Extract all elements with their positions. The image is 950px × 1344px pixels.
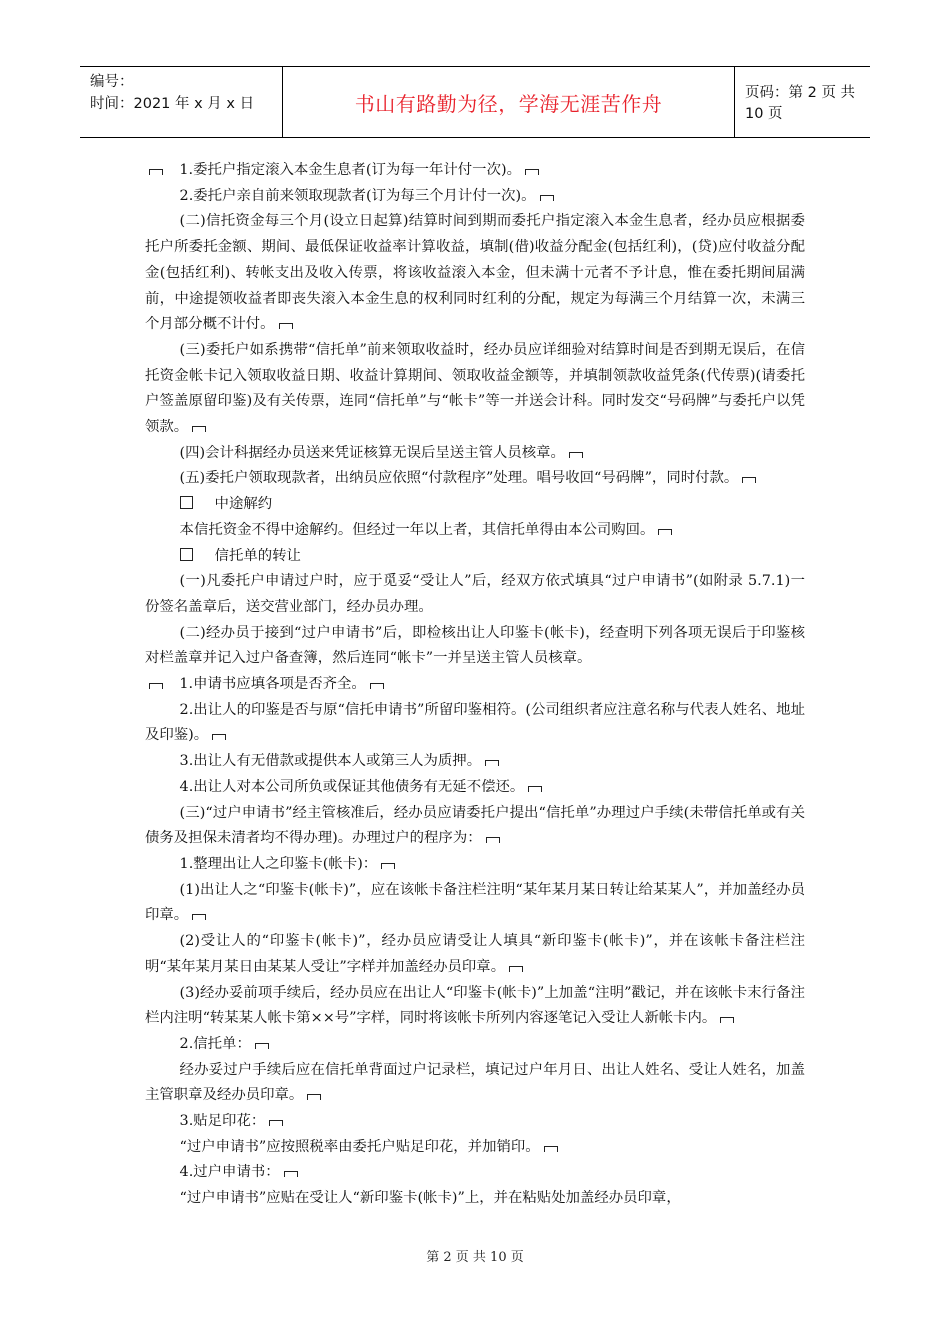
paragraph-mark-icon bbox=[486, 837, 500, 843]
paragraph: (二)经办员于接到“过户申请书”后，即检核出让人印鉴卡(帐卡)，经查明下列各项无误后于印鉴核对栏盖章并记入过户备查簿，然后连同“帐卡”一并呈送主管人员核章。 bbox=[145, 624, 805, 667]
paragraph-mark-icon bbox=[509, 966, 523, 972]
paragraph-mark-icon bbox=[485, 760, 499, 766]
paragraph-mark-icon bbox=[269, 1120, 283, 1126]
paragraph-mark-icon bbox=[370, 683, 384, 689]
paragraph-mark-icon bbox=[528, 786, 542, 792]
paragraph: 本信托资金不得中途解约。但经过一年以上者，其信托单得由本公司购回。 bbox=[145, 518, 805, 544]
paragraph-mark-icon bbox=[149, 683, 163, 689]
header-meta bbox=[80, 67, 283, 137]
checkbox-square-icon bbox=[180, 496, 193, 509]
paragraph-mark-icon bbox=[381, 863, 395, 869]
checkbox-square-icon bbox=[180, 548, 193, 561]
paragraph: 1.委托户指定滚入本金生息者(订为每一年计付一次)。 bbox=[145, 158, 805, 184]
page-header bbox=[80, 66, 870, 138]
paragraph: 4.过户申请书： bbox=[145, 1160, 805, 1186]
paragraph: 经办妥过户手续后应在信托单背面过户记录栏，填记过户年月日、出让人姓名、受让人姓名，加盖主管职章及经办员印章。 bbox=[145, 1061, 805, 1104]
document-body bbox=[145, 158, 805, 1212]
page-footer: 第 2 页 共 10 页 bbox=[426, 1250, 524, 1265]
paragraph-mark-icon bbox=[279, 323, 293, 329]
paragraph: (五)委托户领取现款者，出纳员应依照“付款程序”处理。唱号收回“号码牌”，同时付款。 bbox=[145, 466, 805, 492]
paragraph: (3)经办妥前项手续后，经办员应在出让人“印鉴卡(帐卡)”上加盖“注明”戳记，并在该帐卡末行备注栏内注明“转某某人帐卡第××号”字样，同时将该帐卡所列内容逐笔记入受让人新帐卡内。 bbox=[145, 984, 805, 1027]
paragraph: (四)会计科据经办员送来凭证核算无误后呈送主管人员核章。 bbox=[145, 441, 805, 467]
paragraph: 2.委托户亲自前来领取现款者(订为每三个月计付一次)。 bbox=[145, 184, 805, 210]
paragraph-mark-icon bbox=[192, 914, 206, 920]
paragraph: 2.出让人的印鉴是否与原“信托申请书”所留印鉴相符。(公司组织者应注意名称与代表人姓名、地址及印鉴)。 bbox=[145, 701, 805, 744]
paragraph: 1.整理出让人之印鉴卡(帐卡)： bbox=[145, 852, 805, 878]
paragraph-mark-icon bbox=[569, 452, 583, 458]
paragraph: (1)出让人之“印鉴卡(帐卡)”，应在该帐卡备注栏注明“某年某月某日转让给某某人”，并加盖经办员印章。 bbox=[145, 881, 805, 924]
paragraph-mark-icon bbox=[212, 734, 226, 740]
paragraph-mark-icon bbox=[720, 1017, 734, 1023]
paragraph-mark-icon bbox=[525, 169, 539, 175]
paragraph: (一)凡委托户申请过户时，应于觅妥“受让人”后，经双方依式填具“过户申请书”(如附录 5.7.1)一份签名盖章后，送交营业部门，经办员办理。 bbox=[145, 573, 805, 615]
header-page-number: 页码：第 2 页 共 10 页 bbox=[745, 85, 856, 122]
paragraph: “过户申请书”应按照税率由委托户贴足印花，并加销印。 bbox=[145, 1135, 805, 1161]
header-motto: 书山有路勤为径，学海无涯苦作舟 bbox=[283, 67, 735, 137]
paragraph-mark-icon bbox=[192, 426, 206, 432]
date-label: 时间：2021 年 x 月 x 日 bbox=[90, 96, 255, 112]
paragraph-mark-icon bbox=[540, 195, 554, 201]
section-heading: 中途解约 bbox=[145, 492, 805, 518]
paragraph: 4.出让人对本公司所负或保证其他债务有无延不偿还。 bbox=[145, 775, 805, 801]
paragraph: 2.信托单： bbox=[145, 1032, 805, 1058]
paragraph: 3.出让人有无借款或提供本人或第三人为质押。 bbox=[145, 749, 805, 775]
paragraph-mark-icon bbox=[307, 1094, 321, 1100]
paragraph: (二)信托资金每三个月(设立日起算)结算时间到期而委托户指定滚入本金生息者，经办员应根据委托户所委托金额、期间、最低保证收益率计算收益，填制(借)收益分配金(包括红利)，(贷)应付收益分配金(包括红利)、转帐支出及收入传票，将该收益滚入本金，但未满十元者不予计息，惟在委托期间届满前，中途提领收益者即丧失滚入本金生息的权利同时红利的分配，规定为每满三个月结算一次，未满三个月部分概不计付。 bbox=[145, 213, 805, 333]
paragraph: (2)受让人的“印鉴卡(帐卡)”，经办员应请受让人填具“新印鉴卡(帐卡)”，并在该帐卡备注栏注明“某年某月某日由某某人受让”字样并加盖经办员印章。 bbox=[145, 933, 805, 975]
paragraph: 1.申请书应填各项是否齐全。 bbox=[145, 672, 805, 698]
paragraph: 3.贴足印花： bbox=[145, 1109, 805, 1135]
paragraph-mark-icon bbox=[255, 1043, 269, 1049]
paragraph: (三)“过户申请书”经主管核准后，经办员应请委托户提出“信托单”办理过户手续(未带信托单或有关债务及担保未清者均不得办理)。办理过户的程序为： bbox=[145, 804, 805, 847]
paragraph-mark-icon bbox=[284, 1171, 298, 1177]
paragraph: “过户申请书”应贴在受让人“新印鉴卡(帐卡)”上，并在粘贴处加盖经办员印章， bbox=[179, 1190, 681, 1207]
paragraph-mark-icon bbox=[742, 477, 756, 483]
paragraph-mark-icon bbox=[149, 169, 163, 175]
code-label: 编号： bbox=[90, 74, 134, 90]
paragraph-mark-icon bbox=[658, 529, 672, 535]
paragraph: (三)委托户如系携带“信托单”前来领取收益时，经办员应详细验对结算时间是否到期无误后，在信托资金帐卡记入领取收益日期、收益计算期间、领取收益金额等，并填制领款收益凭条(代传票)(请委托户签盖原留印鉴)及有关传票，连同“信托单”与“帐卡”等一并送会计科。同时发交“号码牌”与委托户以凭领款。 bbox=[145, 341, 805, 436]
paragraph-mark-icon bbox=[544, 1146, 558, 1152]
section-heading: 信托单的转让 bbox=[145, 544, 805, 570]
